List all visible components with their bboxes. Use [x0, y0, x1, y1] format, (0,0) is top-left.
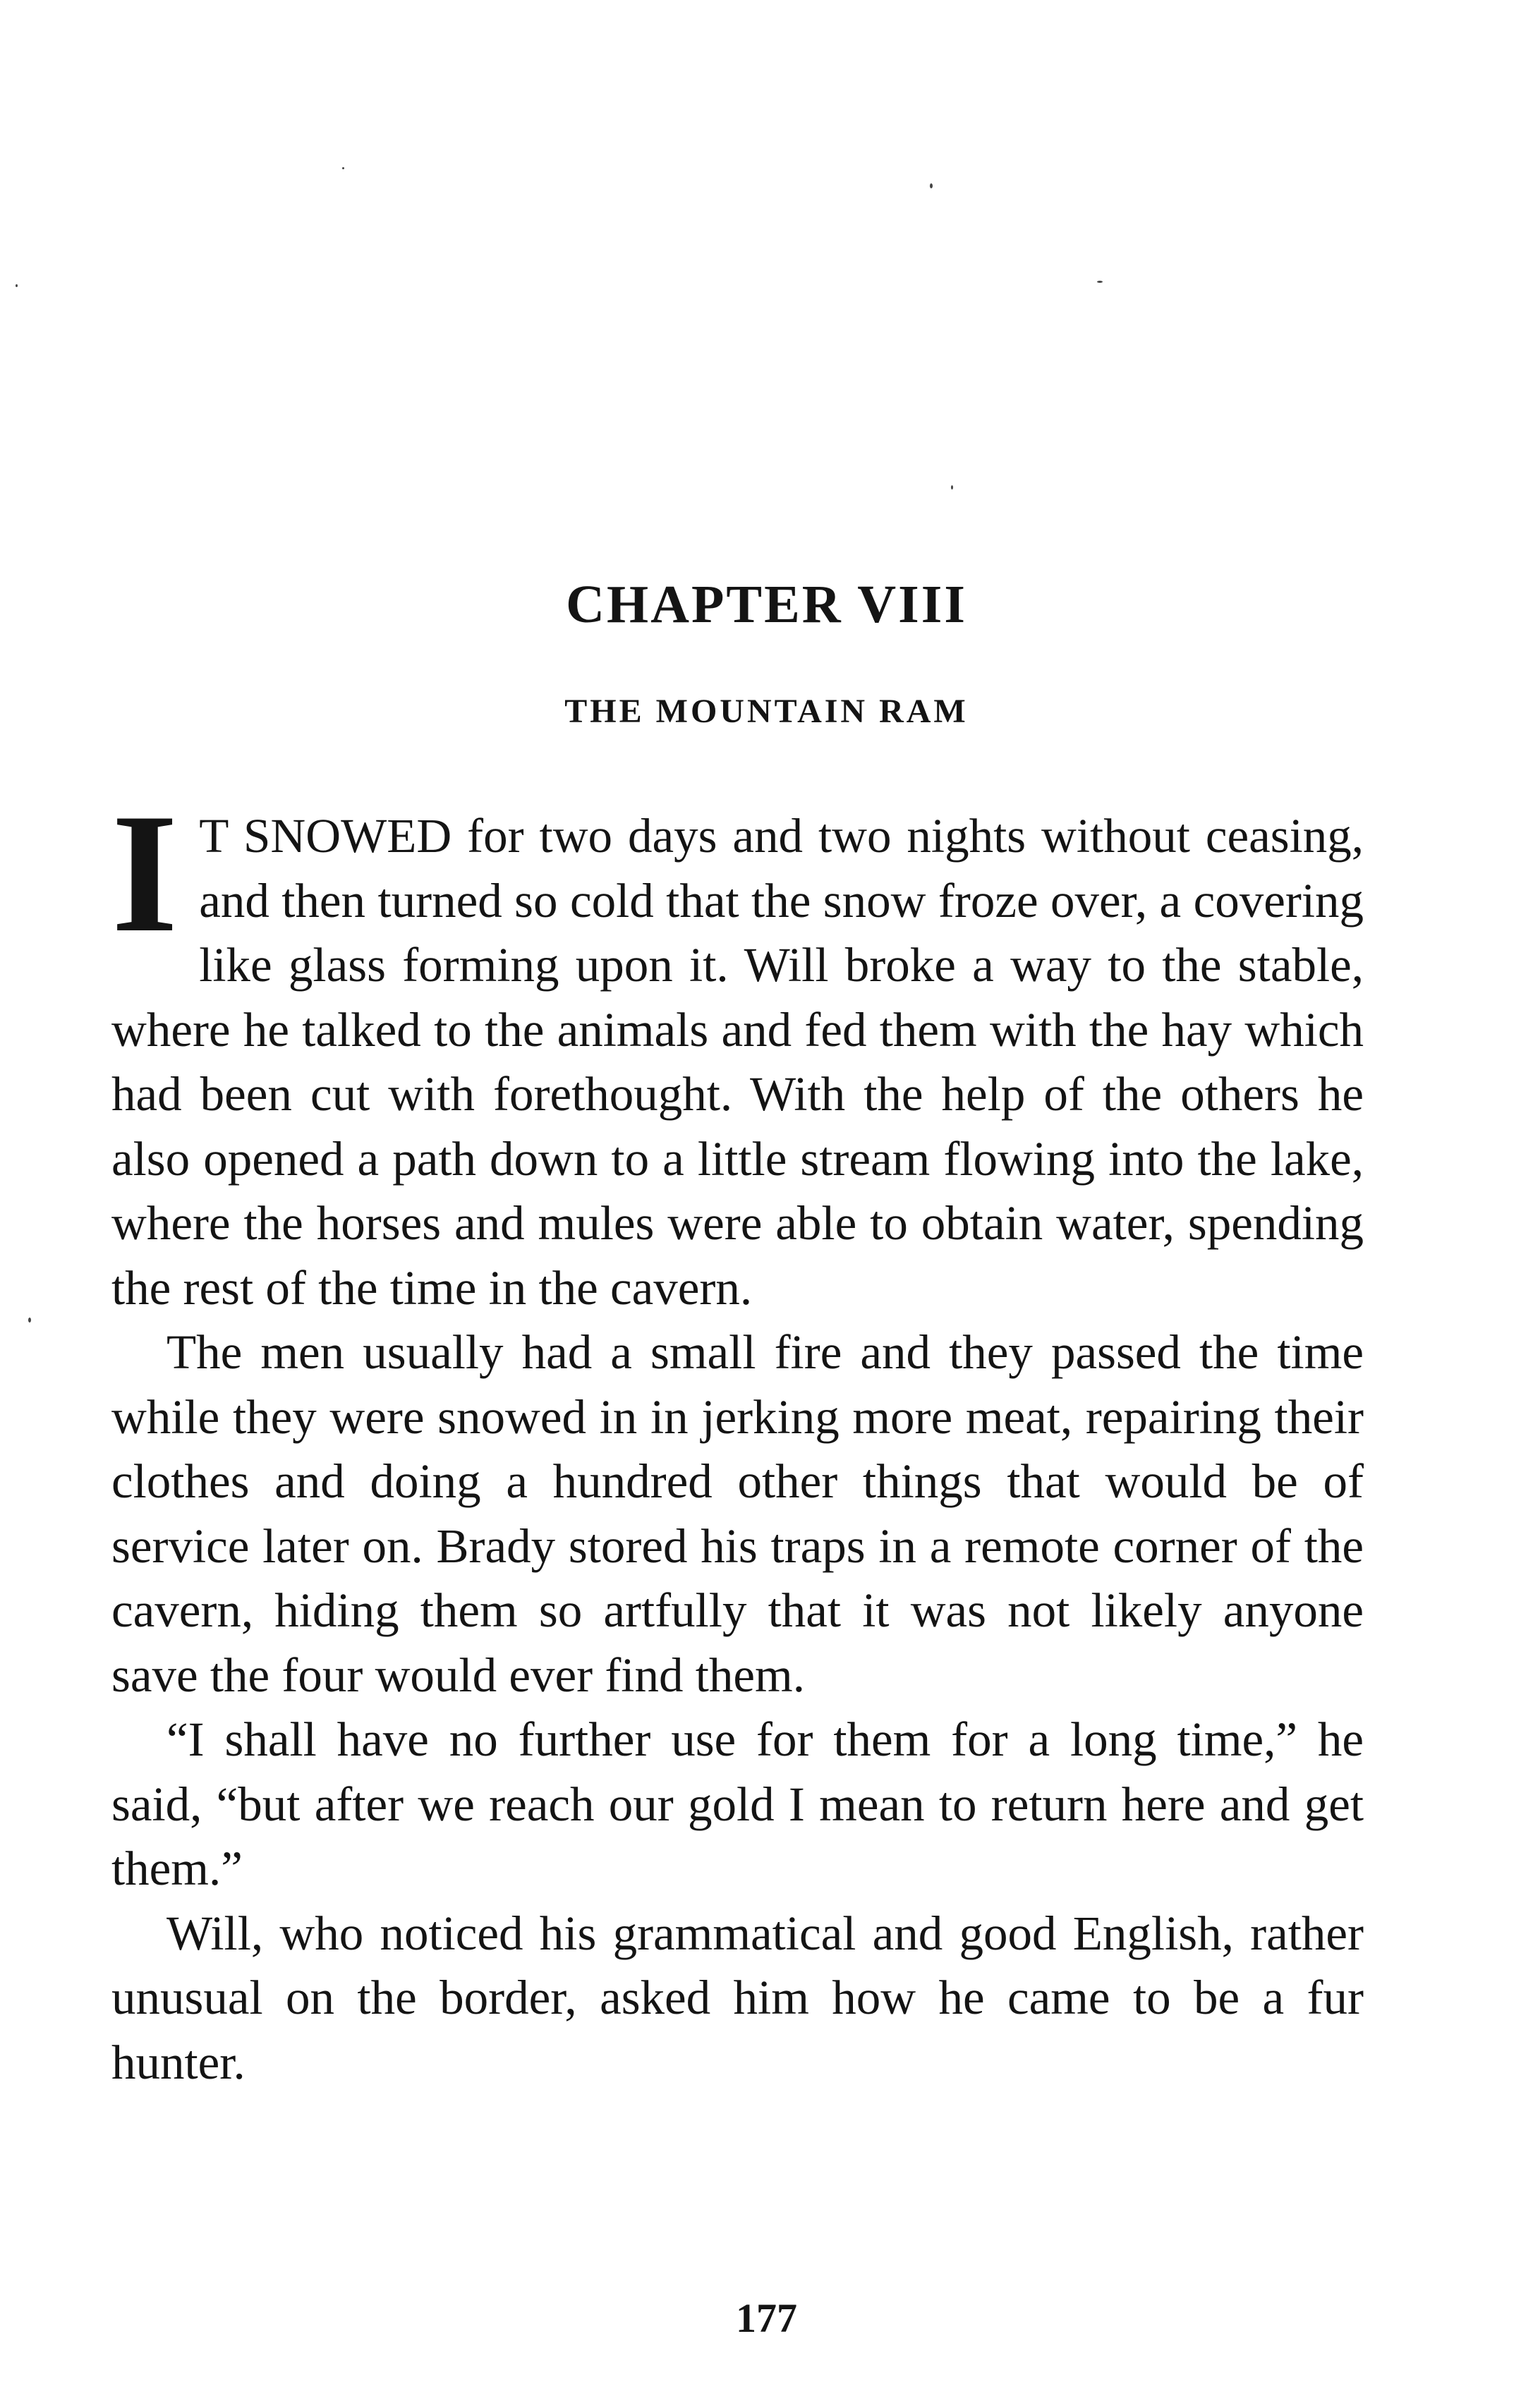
print-speck [342, 167, 344, 169]
paragraph: Will, who noticed his grammatical and good English, rather unusual on the border, asked him how he came to be a fur hunter. [111, 1906, 1364, 2089]
print-speck [951, 485, 953, 489]
print-speck [930, 183, 933, 188]
drop-cap: I [111, 779, 178, 968]
body-text [111, 779, 1364, 2095]
print-speck [28, 1318, 31, 1322]
paragraph-text: T SNOWED for two days and two nights without ceasing, and then turned so cold that the snow froze over, a covering like glass forming upon it. Will broke a way to the stable, where he talked to the animals and fed them with the hay which had been cut with forethought. With the help of the others he also opened a path down to a little stream flowing into the lake, where the horses and mules were able to obtain water, spending the rest of the time in the cavern. [111, 809, 1364, 1315]
paragraph: “I shall have no further use for them for a long time,” he said, “but after we reach our gold I mean to return here and get them.” [111, 1713, 1364, 1895]
chapter-heading: CHAPTER VIII [566, 574, 967, 634]
chapter-subtitle: THE MOUNTAIN RAM [564, 693, 969, 730]
print-speck [1097, 281, 1103, 283]
print-speck [16, 284, 18, 287]
page-number: 177 [736, 2295, 797, 2341]
paragraph [111, 779, 1364, 1320]
paragraph: The men usually had a small fire and they passed the time while they were snowed in in jerking more meat, repairing their clothes and doing a hundred other things that would be of service later on. Brady stored his traps in a remote corner of the cavern, hiding them so artfully that it was not likely anyone save the four would ever find them. [111, 1325, 1364, 1702]
